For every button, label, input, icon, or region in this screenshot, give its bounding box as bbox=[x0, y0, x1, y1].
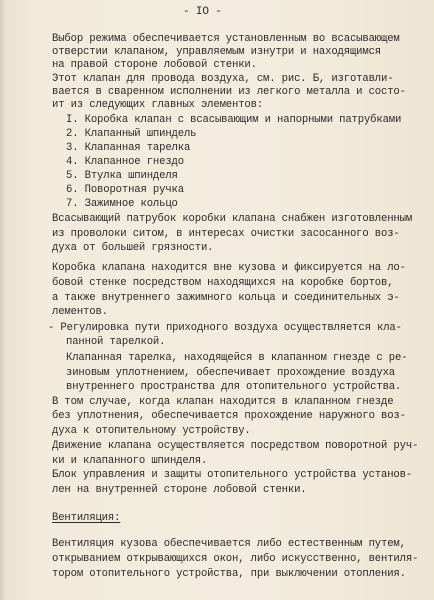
list-item: 7. Зажимное кольцо bbox=[66, 198, 178, 210]
text-line: из проволоки ситом, в интересах очистки засосанного воз- bbox=[52, 228, 400, 240]
text-line: Всасывающий патрубок коробки клапана снабжен изготовленным bbox=[52, 213, 413, 225]
text-line: лен на внутренней стороне лобовой стенки. bbox=[52, 484, 307, 496]
text-line: духа от большей грязности. bbox=[52, 242, 214, 254]
text-line: Клапанная тарелка, находящейся в клапанном гнезде с ре- bbox=[66, 352, 408, 364]
list-item: 2. Клапанный шпиндель bbox=[66, 128, 197, 140]
text-line: Коробка клапана находится вне кузова и фиксируется на ло- bbox=[52, 262, 406, 274]
text-line: Этот клапан для провода воздуха, см. рис. Б, изготавли- bbox=[52, 73, 394, 85]
text-line: Вентиляция кузова обеспечивается либо естественным путем, bbox=[52, 538, 406, 550]
text-line: панной тарелкой. bbox=[66, 336, 166, 348]
text-line: Выбор режима обеспечивается установленным во всасывающем bbox=[52, 33, 400, 45]
page-fold-shadow bbox=[0, 0, 6, 600]
text-line: Блок управления и защиты отопительного устройства установ- bbox=[52, 469, 413, 481]
list-item: 5. Втулка шпинделя bbox=[66, 170, 178, 182]
text-line: - Регулировка пути приходного воздуха осуществляется кла- bbox=[48, 322, 402, 334]
page-number: - IO - bbox=[183, 6, 222, 18]
text-line: лементов. bbox=[52, 306, 108, 318]
list-item: I. Коробка клапан с всасывающим и напорными патрубками bbox=[66, 114, 402, 126]
text-line: открыванием открывающихся окон, либо искусственно, вентиля- bbox=[52, 553, 419, 565]
text-line: бовой стенке посредством находящихся на коробке бортов, bbox=[52, 277, 394, 289]
text-line: внутреннего пространства для отопительного устройства. bbox=[66, 381, 402, 393]
text-line: а также внутреннего зажимного кольца и соединительных э- bbox=[52, 292, 400, 304]
text-line: на правой стороне лобовой стенки. bbox=[52, 59, 257, 71]
list-item: 3. Клапанная тарелка bbox=[66, 142, 191, 154]
text-line: ки и клапанного шпинделя. bbox=[52, 455, 208, 467]
text-line: вается в сваренном исполнении из легкого металла и состо- bbox=[52, 86, 406, 98]
text-line: без уплотнения, обеспечивается прохождение наружного воз- bbox=[52, 410, 406, 422]
section-heading: Вентиляция: bbox=[52, 512, 121, 524]
list-item: 4. Клапанное гнездо bbox=[66, 156, 184, 168]
text-line: отверстии клапаном, управляемым изнутри и находящимся bbox=[52, 46, 381, 58]
list-item: 6. Поворотная ручка bbox=[66, 184, 184, 196]
text-line: ит из следующих главных элементов: bbox=[52, 99, 264, 111]
text-line: В том случае, когда клапан находится в клапанном гнезде bbox=[52, 396, 394, 408]
text-line: тором отопительного устройства, при выключении отопления. bbox=[52, 568, 406, 580]
text-line: духа к отопительному устройству. bbox=[52, 425, 251, 437]
text-line: зиновым уплотнением, обеспечивает прохождение воздуха bbox=[66, 367, 395, 379]
text-line: Движение клапана осуществляется посредством поворотной руч- bbox=[52, 440, 419, 452]
